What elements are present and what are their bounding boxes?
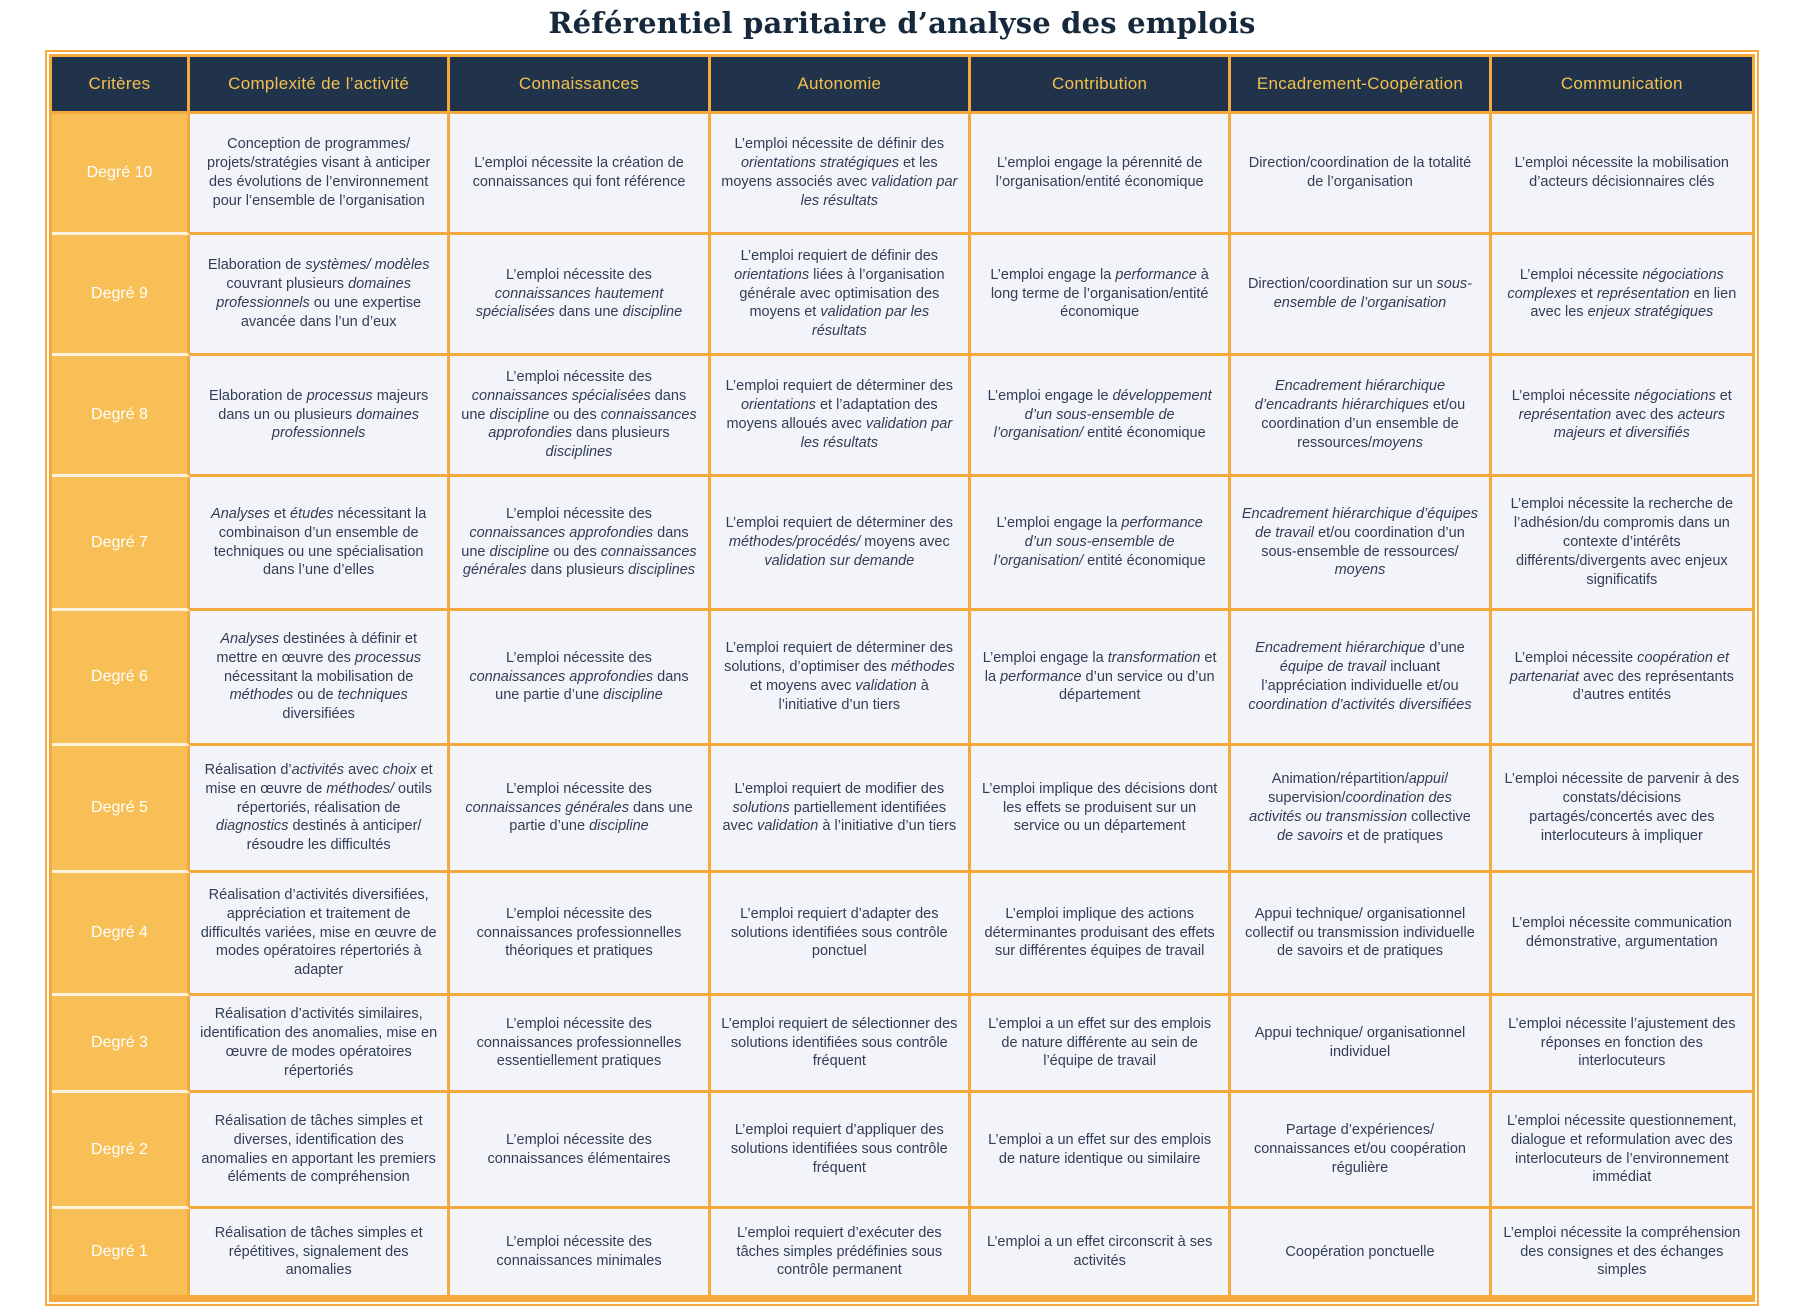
cell-degre-9-communication: L’emploi nécessite négociations complexes et représentation en lien avec les enjeux stratégiques (1492, 235, 1752, 356)
row-degre-3 (52, 996, 1752, 1093)
cell-degre-9-contribution: L’emploi engage la performance à long terme de l’organisation/entité économique (971, 235, 1231, 356)
cell-degre-9-autonomie: L’emploi requiert de définir des orientations liées à l’organisation générale avec optimisation des moyens et validation par les résultats (711, 235, 971, 356)
row-degre-10 (52, 114, 1752, 235)
cell-degre-8-encadrement-cooperation: Encadrement hiérarchique d’encadrants hiérarchiques et/ou coordination d’un ensemble de ressources/moyens (1231, 356, 1491, 477)
degree-label-2: Degré 2 (52, 1093, 190, 1209)
degree-label-7: Degré 7 (52, 477, 190, 611)
cell-degre-8-connaissances: L’emploi nécessite des connaissances spécialisées dans une discipline ou des connaissances approfondies dans plusieurs disciplines (450, 356, 710, 477)
table-frame (45, 50, 1759, 1306)
row-degre-4 (52, 873, 1752, 996)
header-row (52, 57, 1752, 114)
cell-degre-5-contribution: L’emploi implique des décisions dont les effets se produisent sur un service ou un département (971, 746, 1231, 873)
header-cell-communication: Communication (1492, 57, 1752, 114)
row-degre-2 (52, 1093, 1752, 1209)
cell-degre-5-complexite-activite: Réalisation d’activités avec choix et mise en œuvre de méthodes/ outils répertoriés, réalisation de diagnostics destinés à anticiper/ résoudre les difficultés (190, 746, 450, 873)
cell-degre-3-complexite-activite: Réalisation d’activités similaires, identification des anomalies, mise en œuvre de modes opératoires répertoriés (190, 996, 450, 1093)
cell-degre-3-connaissances: L’emploi nécessite des connaissances professionnelles essentiellement pratiques (450, 996, 710, 1093)
degree-label-9: Degré 9 (52, 235, 190, 356)
cell-degre-7-communication: L’emploi nécessite la recherche de l’adhésion/du compromis dans un contexte d’intérêts différents/divergents avec enjeux significatifs (1492, 477, 1752, 611)
cell-degre-7-connaissances: L’emploi nécessite des connaissances approfondies dans une discipline ou des connaissances générales dans plusieurs disciplines (450, 477, 710, 611)
cell-degre-4-complexite-activite: Réalisation d’activités diversifiées, appréciation et traitement de difficultés variées, mise en œuvre de modes opératoires répertoriés à adapter (190, 873, 450, 996)
cell-degre-2-encadrement-cooperation: Partage d’expériences/ connaissances et/ou coopération régulière (1231, 1093, 1491, 1209)
cell-degre-2-complexite-activite: Réalisation de tâches simples et diverses, identification des anomalies en apportant les premiers éléments de compréhension (190, 1093, 450, 1209)
cell-degre-1-contribution: L’emploi a un effet circonscrit à ses activités (971, 1209, 1231, 1295)
job-analysis-table (49, 54, 1755, 1302)
cell-degre-6-connaissances: L’emploi nécessite des connaissances approfondies dans une partie d’une discipline (450, 611, 710, 746)
header-cell-complexite-activite: Complexité de l’activité (190, 57, 450, 114)
row-degre-8 (52, 356, 1752, 477)
cell-degre-2-connaissances: L’emploi nécessite des connaissances élémentaires (450, 1093, 710, 1209)
cell-degre-5-connaissances: L’emploi nécessite des connaissances générales dans une partie d’une discipline (450, 746, 710, 873)
header-cell-contribution: Contribution (971, 57, 1231, 114)
cell-degre-6-autonomie: L’emploi requiert de déterminer des solutions, d’optimiser des méthodes et moyens avec validation à l’initiative d’un tiers (711, 611, 971, 746)
row-degre-9 (52, 235, 1752, 356)
degree-label-6: Degré 6 (52, 611, 190, 746)
cell-degre-4-communication: L’emploi nécessite communication démonstrative, argumentation (1492, 873, 1752, 996)
cell-degre-10-contribution: L’emploi engage la pérennité de l’organisation/entité économique (971, 114, 1231, 235)
row-degre-6 (52, 611, 1752, 746)
degree-label-10: Degré 10 (52, 114, 190, 235)
cell-degre-5-encadrement-cooperation: Animation/répartition/appui/ supervision/coordination des activités ou transmission collective de savoirs et de pratiques (1231, 746, 1491, 873)
row-degre-5 (52, 746, 1752, 873)
cell-degre-8-autonomie: L’emploi requiert de déterminer des orientations et l’adaptation des moyens alloués avec validation par les résultats (711, 356, 971, 477)
cell-degre-4-connaissances: L’emploi nécessite des connaissances professionnelles théoriques et pratiques (450, 873, 710, 996)
header-cell-criteres: Critères (52, 57, 190, 114)
cell-degre-6-encadrement-cooperation: Encadrement hiérarchique d’une équipe de travail incluant l’appréciation individuelle et/ou coordination d’activités diversifiées (1231, 611, 1491, 746)
cell-degre-7-autonomie: L’emploi requiert de déterminer des méthodes/procédés/ moyens avec validation sur demande (711, 477, 971, 611)
cell-degre-10-communication: L’emploi nécessite la mobilisation d’acteurs décisionnaires clés (1492, 114, 1752, 235)
cell-degre-4-autonomie: L’emploi requiert d’adapter des solutions identifiées sous contrôle ponctuel (711, 873, 971, 996)
cell-degre-10-connaissances: L’emploi nécessite la création de connaissances qui font référence (450, 114, 710, 235)
degree-label-1: Degré 1 (52, 1209, 190, 1295)
header-cell-encadrement-cooperation: Encadrement-Coopération (1231, 57, 1491, 114)
header-cell-connaissances: Connaissances (450, 57, 710, 114)
cell-degre-5-autonomie: L’emploi requiert de modifier des solutions partiellement identifiées avec validation à l’initiative d’un tiers (711, 746, 971, 873)
cell-degre-3-contribution: L’emploi a un effet sur des emplois de nature différente au sein de l’équipe de travail (971, 996, 1231, 1093)
cell-degre-1-communication: L’emploi nécessite la compréhension des consignes et des échanges simples (1492, 1209, 1752, 1295)
degree-label-8: Degré 8 (52, 356, 190, 477)
cell-degre-7-contribution: L’emploi engage la performance d’un sous-ensemble de l’organisation/ entité économique (971, 477, 1231, 611)
header-cell-autonomie: Autonomie (711, 57, 971, 114)
cell-degre-1-connaissances: L’emploi nécessite des connaissances minimales (450, 1209, 710, 1295)
cell-degre-2-communication: L’emploi nécessite questionnement, dialogue et reformulation avec des interlocuteurs de l’environnement immédiat (1492, 1093, 1752, 1209)
cell-degre-6-contribution: L’emploi engage la transformation et la performance d’un service ou d’un département (971, 611, 1231, 746)
cell-degre-9-encadrement-cooperation: Direction/coordination sur un sous-ensemble de l’organisation (1231, 235, 1491, 356)
cell-degre-1-encadrement-cooperation: Coopération ponctuelle (1231, 1209, 1491, 1295)
cell-degre-7-complexite-activite: Analyses et études nécessitant la combinaison d’un ensemble de techniques ou une spécialisation dans l’une d’elles (190, 477, 450, 611)
cell-degre-5-communication: L’emploi nécessite de parvenir à des constats/décisions partagés/concertés avec des interlocuteurs à impliquer (1492, 746, 1752, 873)
cell-degre-7-encadrement-cooperation: Encadrement hiérarchique d’équipes de travail et/ou coordination d’un sous-ensemble de ressources/ moyens (1231, 477, 1491, 611)
cell-degre-3-communication: L’emploi nécessite l’ajustement des réponses en fonction des interlocuteurs (1492, 996, 1752, 1093)
page-title: Référentiel paritaire d’analyse des emplois (548, 6, 1256, 40)
cell-degre-10-complexite-activite: Conception de programmes/ projets/stratégies visant à anticiper des évolutions de l’environnement pour l’ensemble de l’organisation (190, 114, 450, 235)
degree-label-4: Degré 4 (52, 873, 190, 996)
cell-degre-1-autonomie: L’emploi requiert d’exécuter des tâches simples prédéfinies sous contrôle permanent (711, 1209, 971, 1295)
cell-degre-1-complexite-activite: Réalisation de tâches simples et répétitives, signalement des anomalies (190, 1209, 450, 1295)
degree-label-5: Degré 5 (52, 746, 190, 873)
cell-degre-3-autonomie: L’emploi requiert de sélectionner des solutions identifiées sous contrôle fréquent (711, 996, 971, 1093)
cell-degre-8-contribution: L’emploi engage le développement d’un sous-ensemble de l’organisation/ entité économique (971, 356, 1231, 477)
cell-degre-8-complexite-activite: Elaboration de processus majeurs dans un ou plusieurs domaines professionnels (190, 356, 450, 477)
degree-label-3: Degré 3 (52, 996, 190, 1093)
cell-degre-2-autonomie: L’emploi requiert d’appliquer des solutions identifiées sous contrôle fréquent (711, 1093, 971, 1209)
cell-degre-4-encadrement-cooperation: Appui technique/ organisationnel collectif ou transmission individuelle de savoirs et de pratiques (1231, 873, 1491, 996)
cell-degre-2-contribution: L’emploi a un effet sur des emplois de nature identique ou similaire (971, 1093, 1231, 1209)
cell-degre-6-communication: L’emploi nécessite coopération et partenariat avec des représentants d’autres entités (1492, 611, 1752, 746)
cell-degre-10-encadrement-cooperation: Direction/coordination de la totalité de l’organisation (1231, 114, 1491, 235)
cell-degre-9-connaissances: L’emploi nécessite des connaissances hautement spécialisées dans une discipline (450, 235, 710, 356)
cell-degre-6-complexite-activite: Analyses destinées à définir et mettre en œuvre des processus nécessitant la mobilisation de méthodes ou de techniques diversifiées (190, 611, 450, 746)
cell-degre-10-autonomie: L’emploi nécessite de définir des orientations stratégiques et les moyens associés avec validation par les résultats (711, 114, 971, 235)
cell-degre-9-complexite-activite: Elaboration de systèmes/ modèles couvrant plusieurs domaines professionnels ou une expertise avancée dans l’un d’eux (190, 235, 450, 356)
row-degre-7 (52, 477, 1752, 611)
cell-degre-4-contribution: L’emploi implique des actions déterminantes produisant des effets sur différentes équipes de travail (971, 873, 1231, 996)
cell-degre-8-communication: L’emploi nécessite négociations et représentation avec des acteurs majeurs et diversifiés (1492, 356, 1752, 477)
cell-degre-3-encadrement-cooperation: Appui technique/ organisationnel individuel (1231, 996, 1491, 1093)
row-degre-1 (52, 1209, 1752, 1295)
